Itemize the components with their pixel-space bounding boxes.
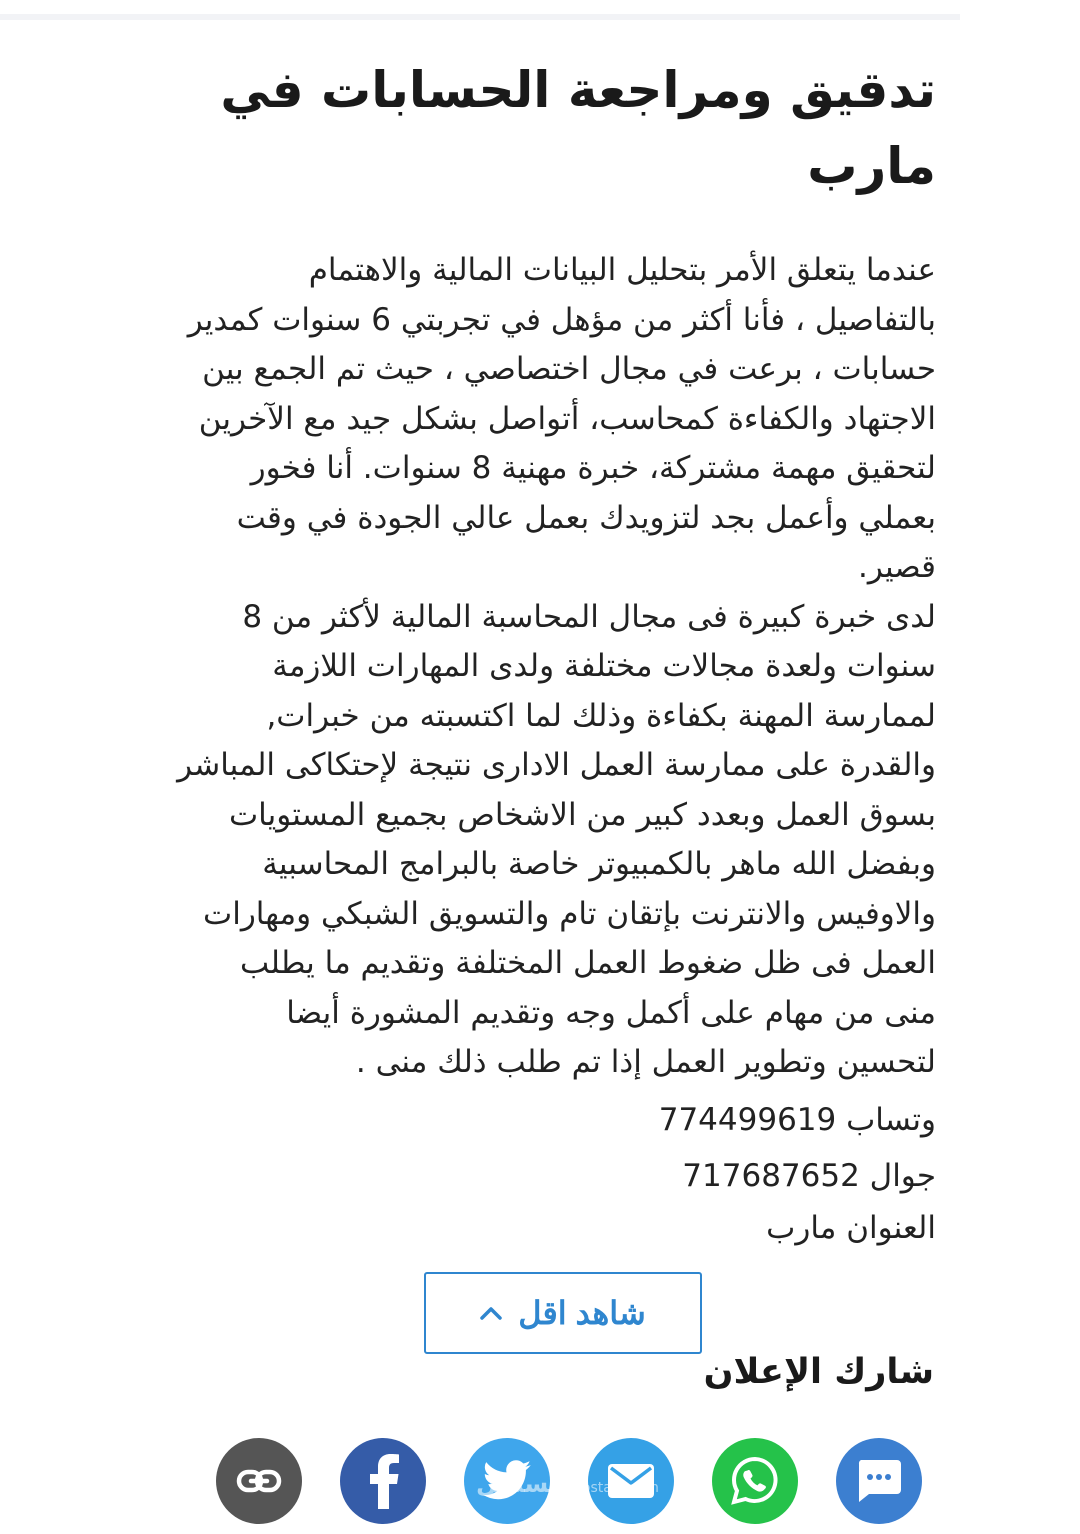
description-line: لتحقيق مهمة مشتركة، خبرة مهنية 8 سنوات. أنا فخور	[250, 450, 936, 486]
mobile-label: جوال	[869, 1157, 936, 1194]
description-line: والاوفيس والانترنت بإتقان تام والتسويق الشبكي ومهارات	[203, 895, 936, 932]
description-line: وبفضل الله ماهر بالكمبيوتر خاصة بالبرامج المحاسبية	[262, 846, 936, 882]
description-line: عندما يتعلق الأمر بتحليل البيانات المالية والاهتمام	[308, 252, 936, 288]
whatsapp-icon	[729, 1455, 781, 1507]
top-divider	[0, 14, 960, 20]
watermark-brand: مستقل	[476, 1470, 564, 1498]
twitter-share-button[interactable]	[464, 1438, 550, 1524]
description-line: منى من مهام على أكمل وجه وتقديم المشورة أيضا	[286, 994, 936, 1031]
page-title: تدقيق ومراجعة الحسابات في مارب	[220, 61, 936, 195]
show-less-wrap	[150, 1272, 936, 1354]
description-line: لدى خبرة كبيرة فى مجال المحاسبة المالية لأكثر من 8	[242, 598, 936, 635]
description-line: الاجتهاد والكفاءة كمحاسب، أتواصل بشكل جيد مع الآخرين	[198, 400, 936, 437]
listing-content	[150, 52, 936, 1354]
whatsapp-share-button[interactable]	[712, 1438, 798, 1524]
copy-link-button[interactable]	[216, 1438, 302, 1524]
facebook-share-button[interactable]	[340, 1438, 426, 1524]
description-line: بعملي وأعمل بجد لتزويدك بعمل عالي الجودة في وقت	[236, 499, 936, 536]
twitter-icon	[482, 1460, 532, 1502]
mobile-contact	[150, 1150, 936, 1202]
facebook-icon	[363, 1453, 403, 1509]
contact-info	[150, 1094, 936, 1254]
share-title: شارك الإعلان	[703, 1352, 934, 1392]
description-line: قصير.	[857, 549, 936, 585]
show-less-label: شاهد اقل	[518, 1294, 646, 1331]
mobile-number: 717687652	[682, 1157, 860, 1194]
share-buttons	[216, 1438, 924, 1524]
description-line: العمل فى ظل ضغوط العمل المختلفة وتقديم ما يطلب	[240, 945, 936, 981]
whatsapp-label: وتساب	[846, 1101, 936, 1138]
description-line: بسوق العمل وبعدد كبير من الاشخاص بجميع المستويات	[228, 796, 936, 833]
chevron-up-icon	[480, 1306, 502, 1320]
email-share-button[interactable]	[588, 1438, 674, 1524]
description-line: لممارسة المهنة بكفاءة وذلك لما اكتسبته من خبرات,	[266, 697, 936, 734]
description-line: حسابات ، برعت في مجال اختصاصي ، حيث تم الجمع بين	[202, 351, 936, 387]
email-icon	[606, 1462, 656, 1500]
message-icon	[855, 1458, 903, 1504]
link-icon	[235, 1457, 283, 1505]
listing-description	[150, 246, 936, 1088]
address: العنوان مارب	[766, 1209, 936, 1246]
whatsapp-number: 774499619	[658, 1101, 837, 1138]
description-line: بالتفاصيل ، فأنا أكثر من مؤهل في تجربتي 6 سنوات كمدير	[187, 301, 936, 338]
message-share-button[interactable]	[836, 1438, 922, 1524]
description-line: سنوات ولعدة مجالات مختلفة ولدى المهارات اللازمة	[272, 648, 936, 684]
show-less-button[interactable]	[424, 1272, 702, 1354]
whatsapp-contact	[150, 1094, 936, 1146]
watermark-url: mostaql.com	[568, 1480, 659, 1496]
description-line: لتحسين وتطوير العمل إذا تم طلب ذلك منى .	[355, 1044, 936, 1080]
description-line: والقدرة على ممارسة العمل الادارى نتيجة لإحتكاكى المباشر	[177, 747, 936, 783]
